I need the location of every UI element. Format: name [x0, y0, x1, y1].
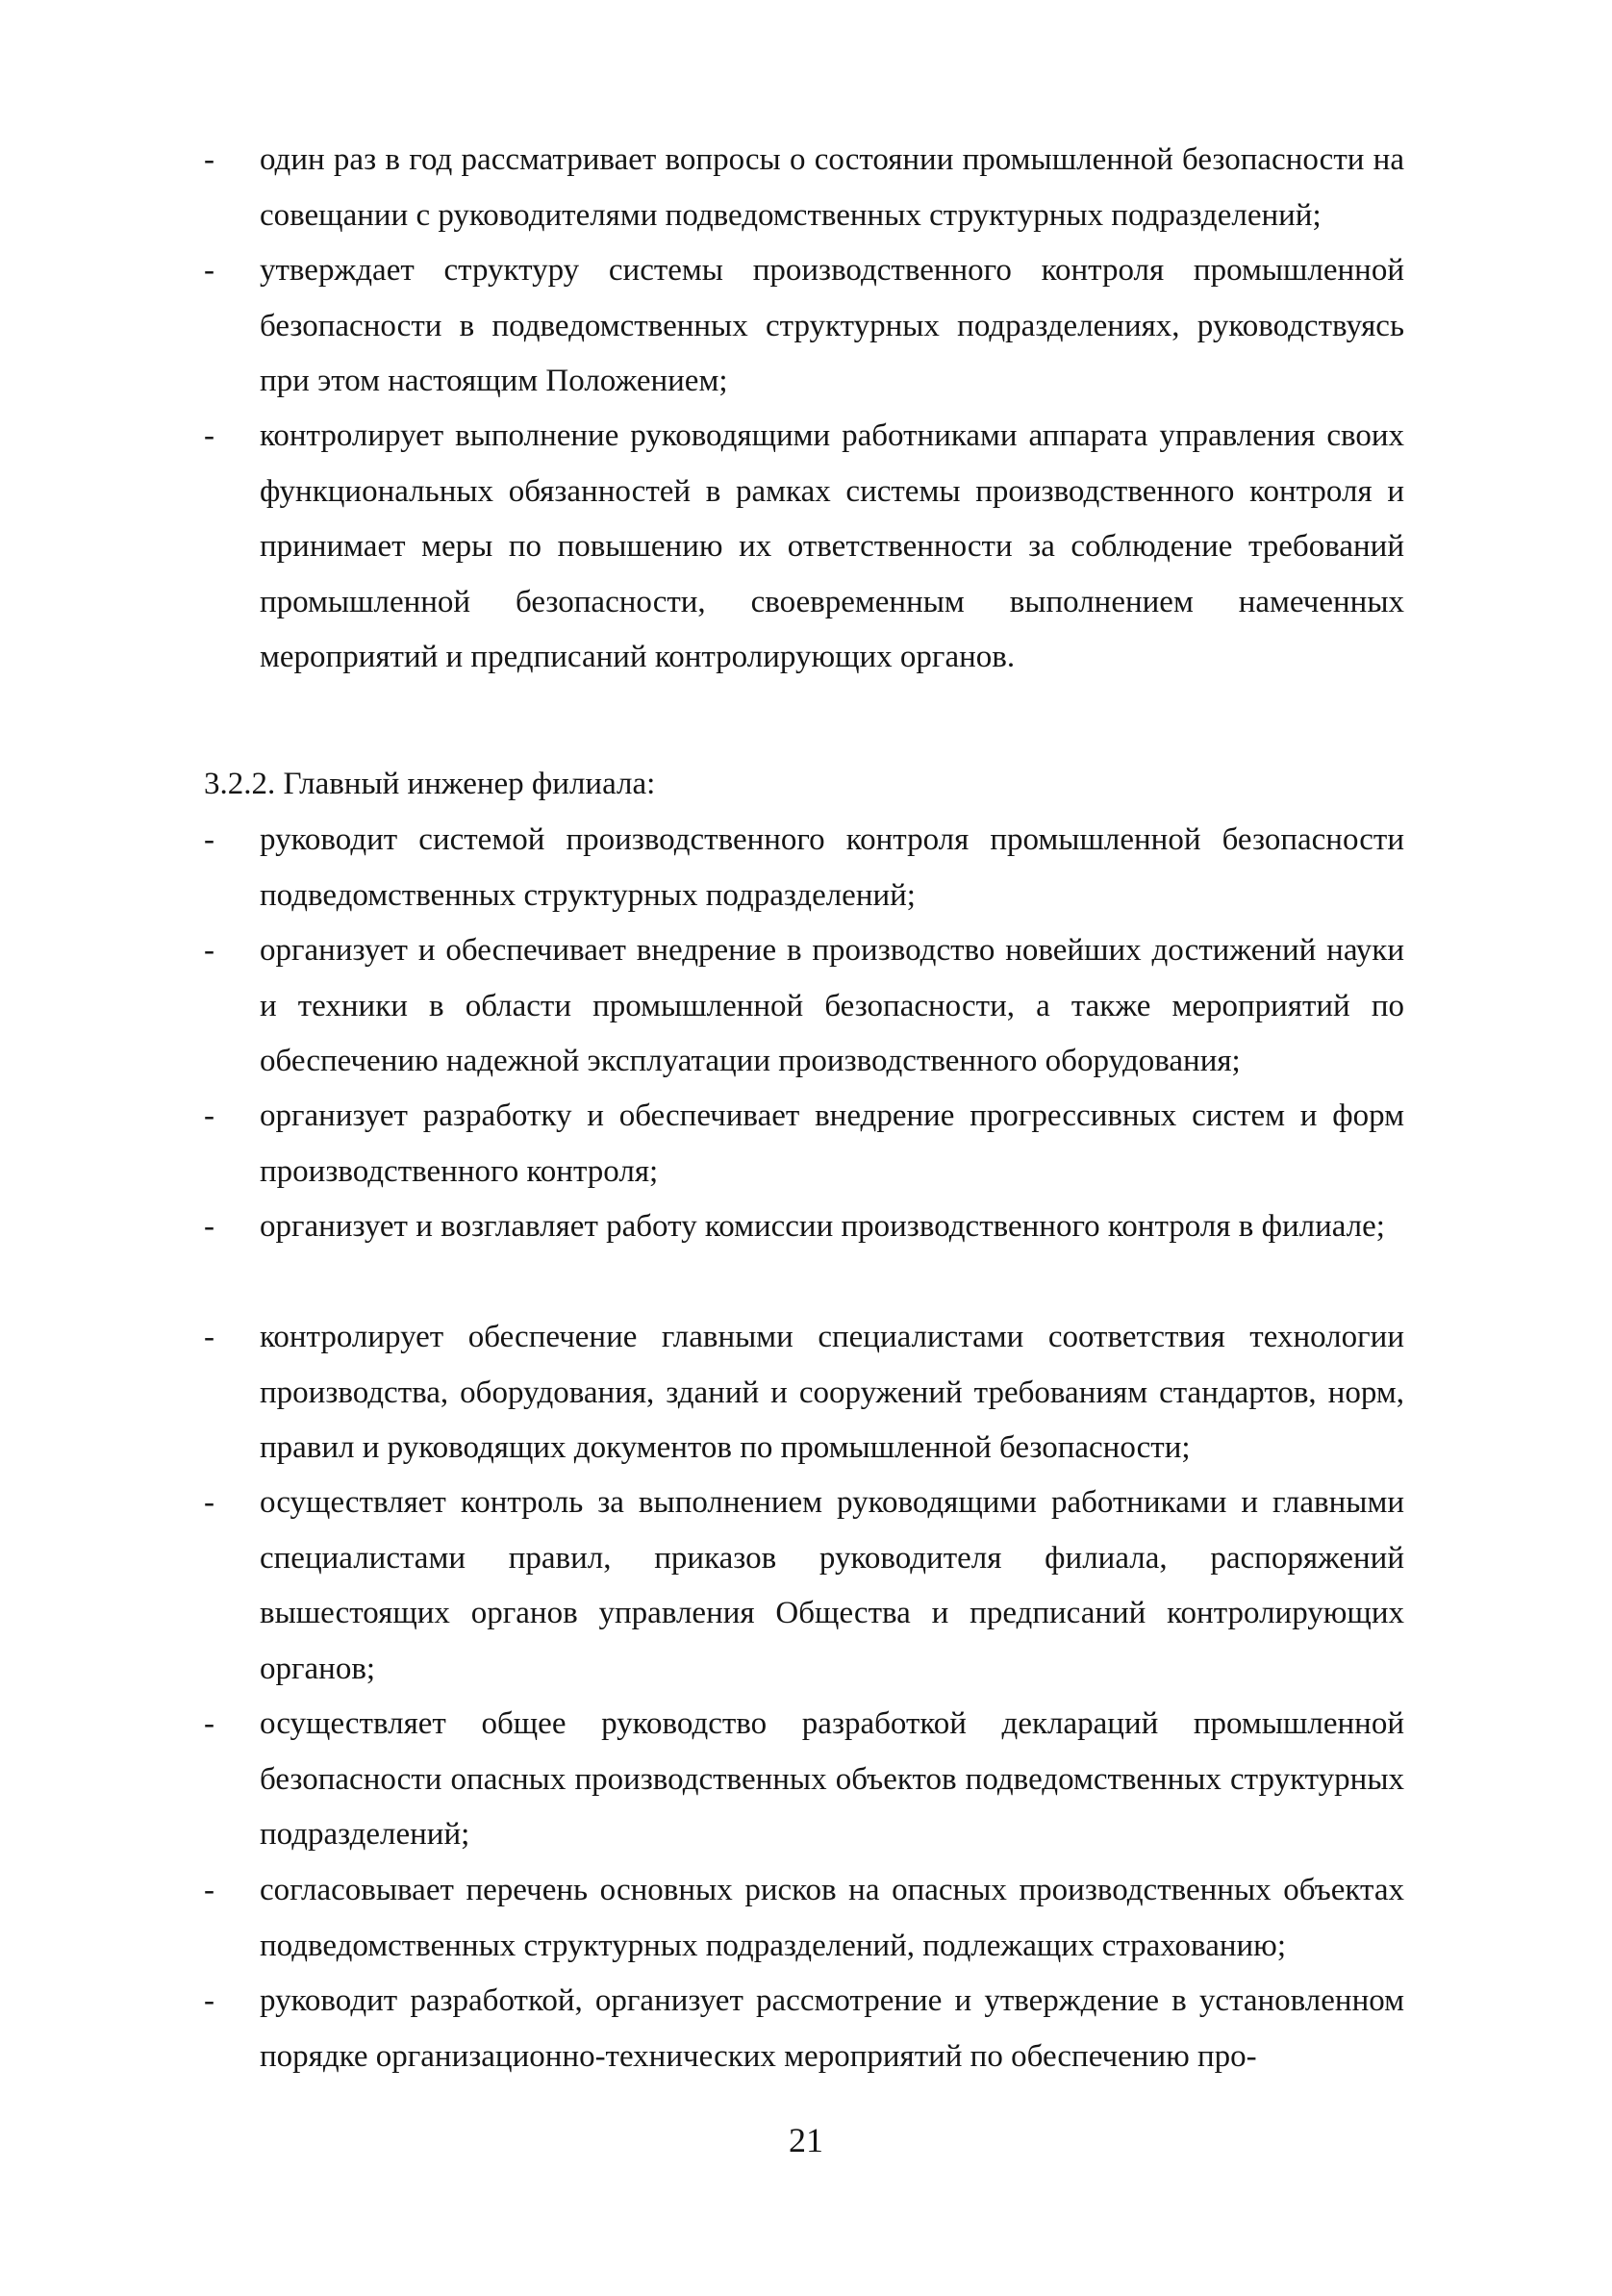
bullet-dash: -: [204, 418, 214, 453]
bullet-dash: -: [204, 1983, 214, 2018]
duty-item: организует и обеспечивает внедрение в производство новейших достижений науки и техники в области промышленной безопасности, а также мероприятий по обеспечению надежной эксплуатации производственного оборудования;: [260, 933, 1404, 1079]
page-number: 21: [789, 2121, 823, 2159]
bullet-dash: -: [204, 1706, 214, 1741]
duty-item: осуществляет контроль за выполнением руководящими работниками и главными специалистами правил, приказов руководителя филиала, распоряжений вышестоящих органов управления Общества и предписаний контролирующих органов;: [260, 1485, 1404, 1686]
duty-item: контролирует выполнение руководящими работниками аппарата управления своих функциональных обязанностей в рамках системы производственного контроля и принимает меры по повышению их ответственности за соблюдение требований промышленной безопасности, своевременным выполнением намеченных мероприятий и предписаний контролирующих органов.: [260, 418, 1404, 675]
bullet-dash: -: [204, 1320, 214, 1354]
bullet-dash: -: [204, 1098, 214, 1133]
bullet-dash: -: [204, 822, 214, 857]
duty-item: организует разработку и обеспечивает внедрение прогрессивных систем и форм производственного контроля;: [260, 1098, 1404, 1189]
duty-item: контролирует обеспечение главными специалистами соответствия технологии производства, оборудования, зданий и сооружений требованиям стандартов, норм, правил и руководящих документов по промышленной безопасности;: [260, 1320, 1404, 1466]
duty-item: один раз в год рассматривает вопросы о состоянии промышленной безопасности на совещании с руководителями подведомственных структурных подразделений;: [260, 142, 1404, 233]
duty-item: утверждает структуру системы производственного контроля промышленной безопасности в подведомственных структурных подразделениях, руководствуясь при этом настоящим Положением;: [260, 253, 1404, 399]
duty-item: осуществляет общее руководство разработкой деклараций промышленной безопасности опасных производственных объектов подведомственных структурных подразделений;: [260, 1706, 1404, 1853]
duty-item: руководит системой производственного контроля промышленной безопасности подведомственных структурных подразделений;: [260, 822, 1404, 913]
bullet-dash: -: [204, 1485, 214, 1520]
duty-item: руководит разработкой, организует рассмотрение и утверждение в установленном порядке организационно-технических мероприятий по обеспечению про-: [260, 1983, 1404, 2074]
bullet-dash: -: [204, 142, 214, 177]
section-heading: 3.2.2. Главный инженер филиала:: [204, 767, 656, 801]
duty-item: организует и возглавляет работу комиссии производственного контроля в филиале;: [260, 1209, 1385, 1244]
bullet-dash: -: [204, 933, 214, 968]
bullet-dash: -: [204, 1209, 214, 1244]
bullet-dash: -: [204, 1873, 214, 1907]
duty-item: согласовывает перечень основных рисков на опасных производственных объектах подведомственных структурных подразделений, подлежащих страхованию;: [260, 1873, 1404, 1963]
bullet-dash: -: [204, 253, 214, 288]
